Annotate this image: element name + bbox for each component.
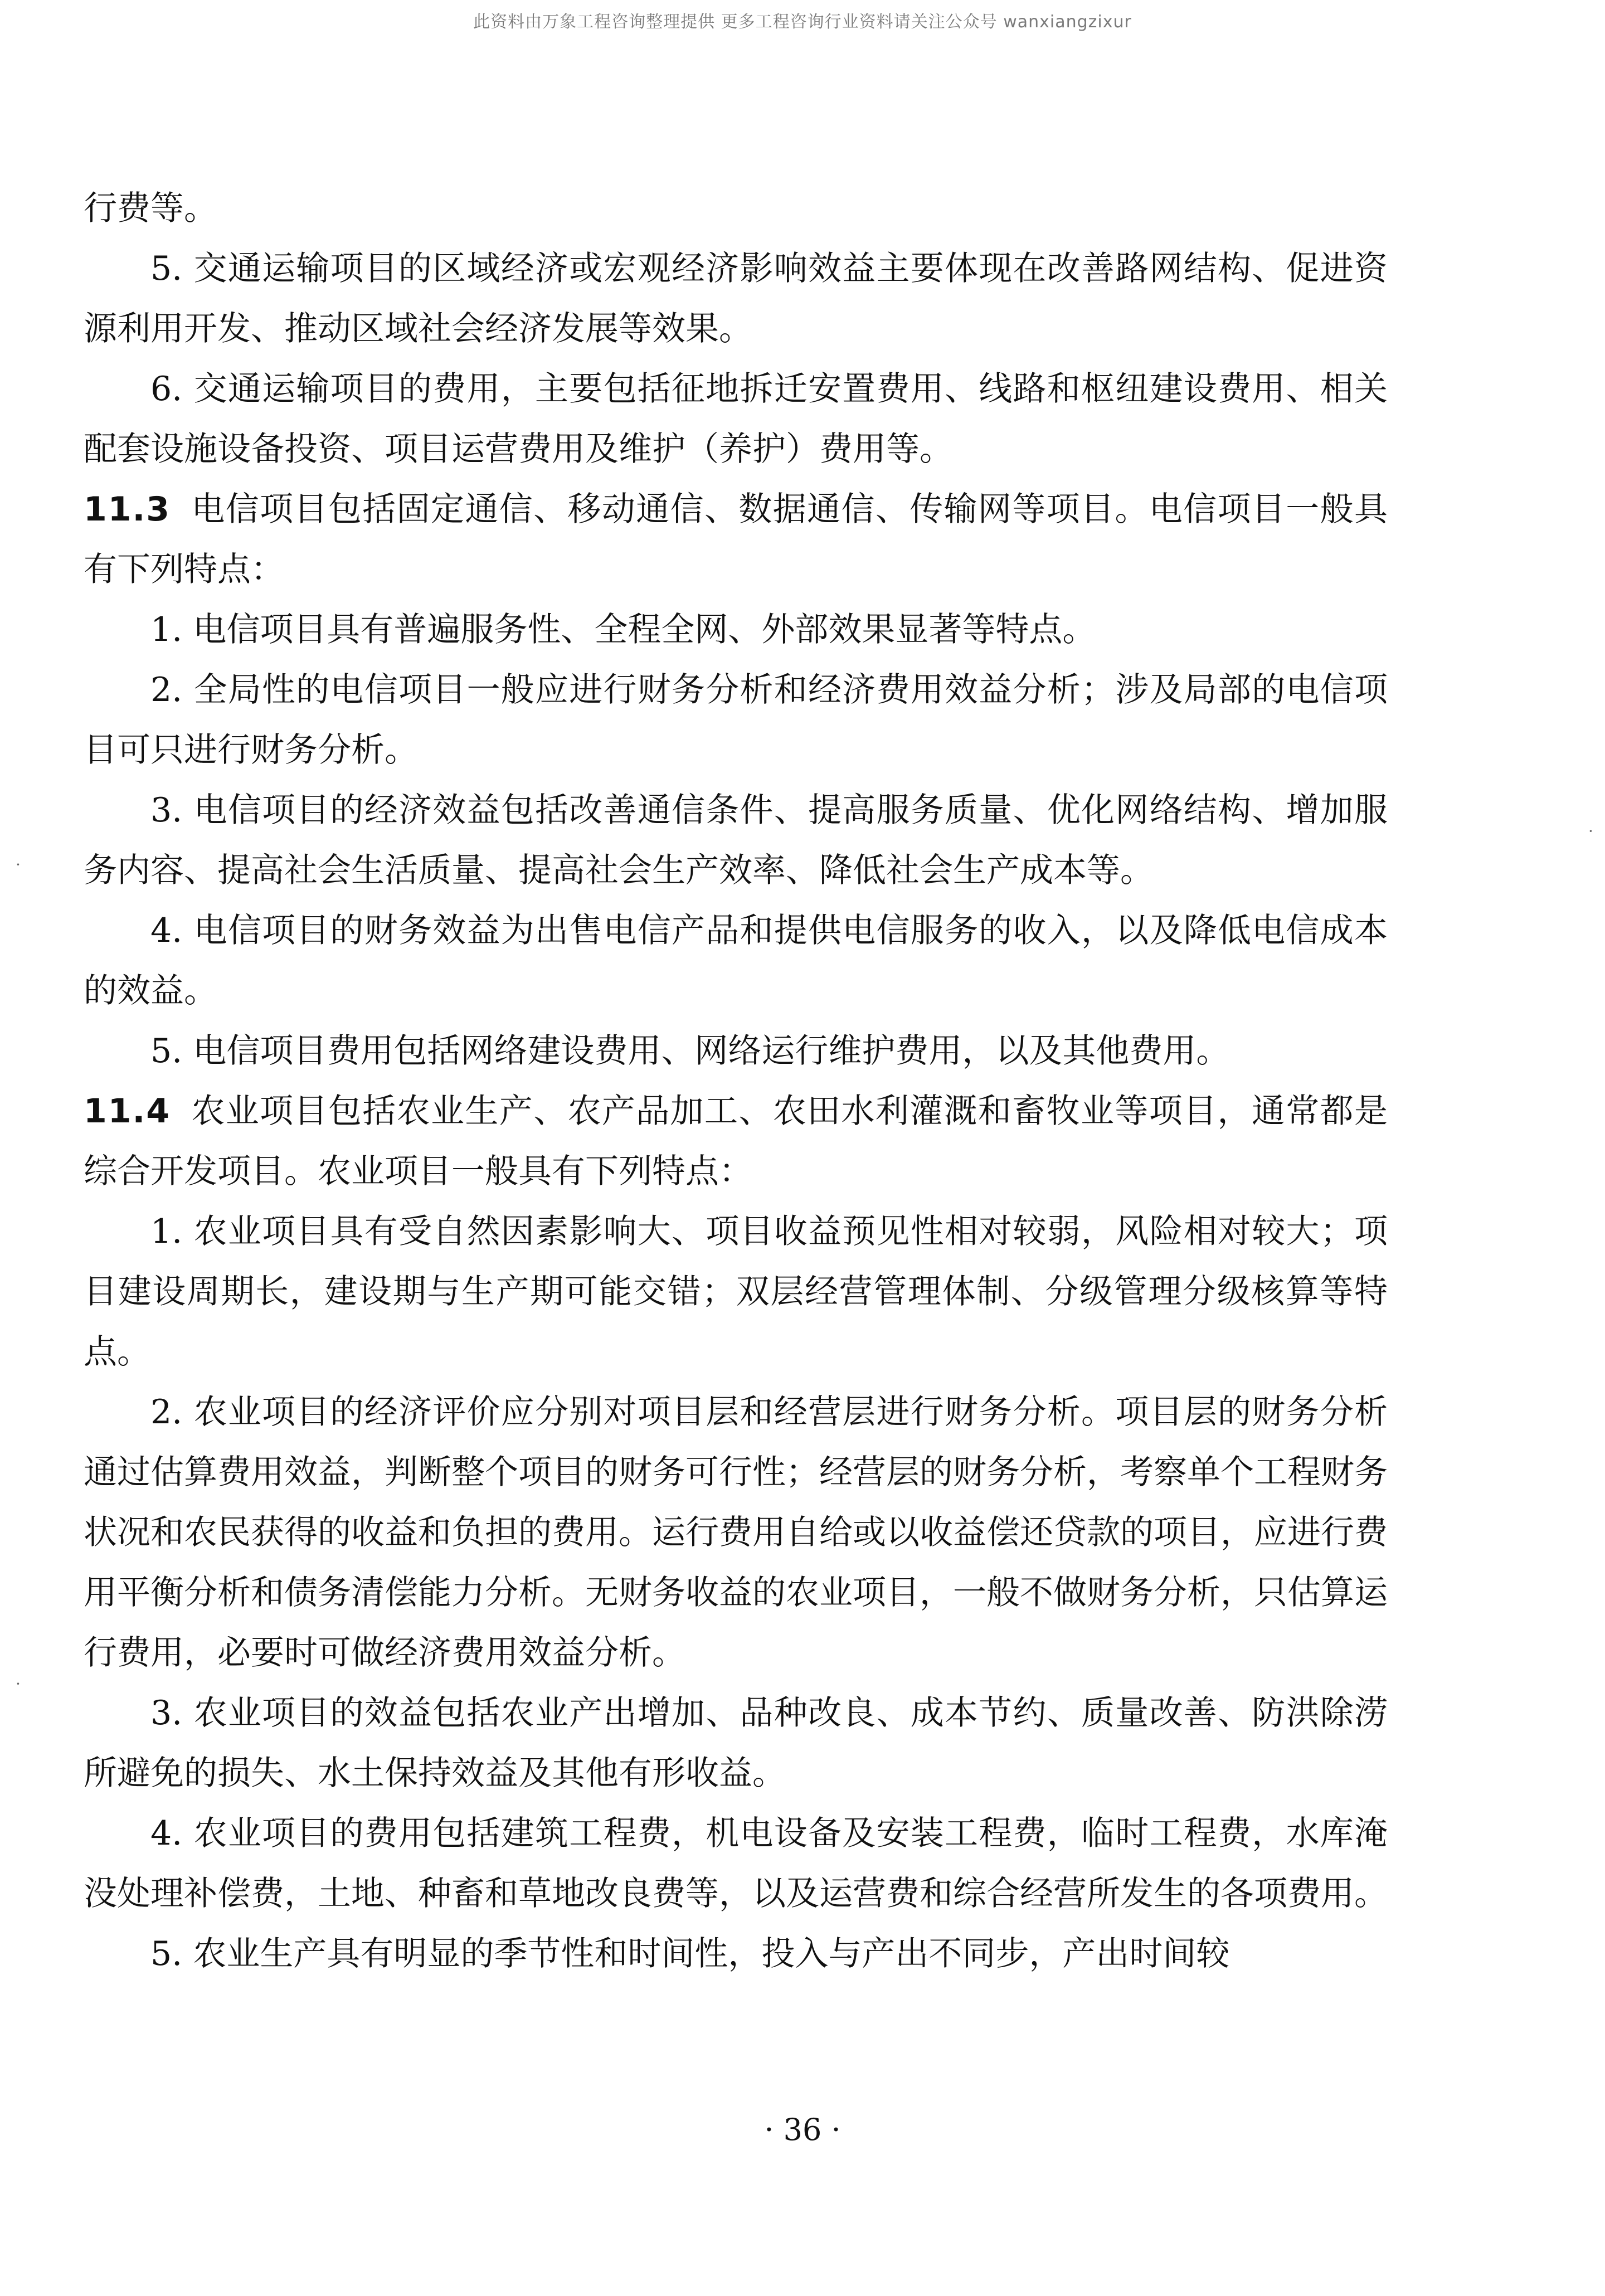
paragraph: 3. 电信项目的经济效益包括改善通信条件、提高服务质量、优化网络结构、增加服务内容、提高社会生活质量、提高社会生产效率、降低社会生产成本等。	[84, 791, 1388, 890]
paragraph: 行费等。	[84, 189, 217, 228]
section-number: 11.4	[84, 1092, 171, 1131]
scan-speck: ·	[16, 1675, 21, 1693]
watermark-header: 此资料由万象工程咨询整理提供 更多工程咨询行业资料请关注公众号 wanxiangzixur	[473, 12, 1132, 32]
scan-speck: ·	[1588, 822, 1593, 840]
section-text: 电信项目包括固定通信、移动通信、数据通信、传输网等项目。电信项目一般具有下列特点：	[84, 490, 1388, 589]
paragraph: 1. 电信项目具有普遍服务性、全程全网、外部效果显著等特点。	[150, 610, 1096, 649]
section-paragraph	[84, 1081, 1388, 1201]
section-number: 11.3	[84, 490, 171, 529]
paragraph: 4. 电信项目的财务效益为出售电信产品和提供电信服务的收入，以及降低电信成本的效益。	[84, 911, 1388, 1010]
section-paragraph	[84, 479, 1388, 600]
paragraph: 3. 农业项目的效益包括农业产出增加、品种改良、成本节约、质量改善、防洪除涝所避免的损失、水土保持效益及其他有形收益。	[84, 1694, 1388, 1793]
paragraph: 5. 电信项目费用包括网络建设费用、网络运行维护费用，以及其他费用。	[150, 1032, 1230, 1071]
paragraph: 1. 农业项目具有受自然因素影响大、项目收益预见性相对较弱，风险相对较大；项目建设周期长，建设期与生产期可能交错；双层经营管理体制、分级管理分级核算等特点。	[84, 1212, 1388, 1371]
paragraph: 2. 全局性的电信项目一般应进行财务分析和经济费用效益分析；涉及局部的电信项目可只进行财务分析。	[84, 670, 1388, 770]
scan-speck: ·	[16, 855, 21, 874]
paragraph: 4. 农业项目的费用包括建筑工程费，机电设备及安装工程费，临时工程费，水库淹没处理补偿费，土地、种畜和草地改良费等，以及运营费和综合经营所发生的各项费用。	[84, 1814, 1388, 1913]
section-text: 农业项目包括农业生产、农产品加工、农田水利灌溉和畜牧业等项目，通常都是综合开发项目。农业项目一般具有下列特点：	[84, 1092, 1388, 1191]
paragraph: 5. 农业生产具有明显的季节性和时间性，投入与产出不同步，产出时间较	[150, 1934, 1230, 1973]
paragraph: 6. 交通运输项目的费用，主要包括征地拆迁安置费用、线路和枢纽建设费用、相关配套设施设备投资、项目运营费用及维护（养护）费用等。	[84, 369, 1388, 469]
page-number: · 36 ·	[764, 2112, 841, 2147]
paragraph: 5. 交通运输项目的区域经济或宏观经济影响效益主要体现在改善路网结构、促进资源利用开发、推动区域社会经济发展等效果。	[84, 249, 1388, 348]
document-body	[84, 178, 1388, 1984]
paragraph: 2. 农业项目的经济评价应分别对项目层和经营层进行财务分析。项目层的财务分析通过估算费用效益，判断整个项目的财务可行性；经营层的财务分析，考察单个工程财务状况和农民获得的收益和负担的费用。运行费用自给或以收益偿还贷款的项目，应进行费用平衡分析和债务清偿能力分析。无财务收益的农业项目，一般不做财务分析，只估算运行费用，必要时可做经济费用效益分析。	[84, 1393, 1388, 1672]
